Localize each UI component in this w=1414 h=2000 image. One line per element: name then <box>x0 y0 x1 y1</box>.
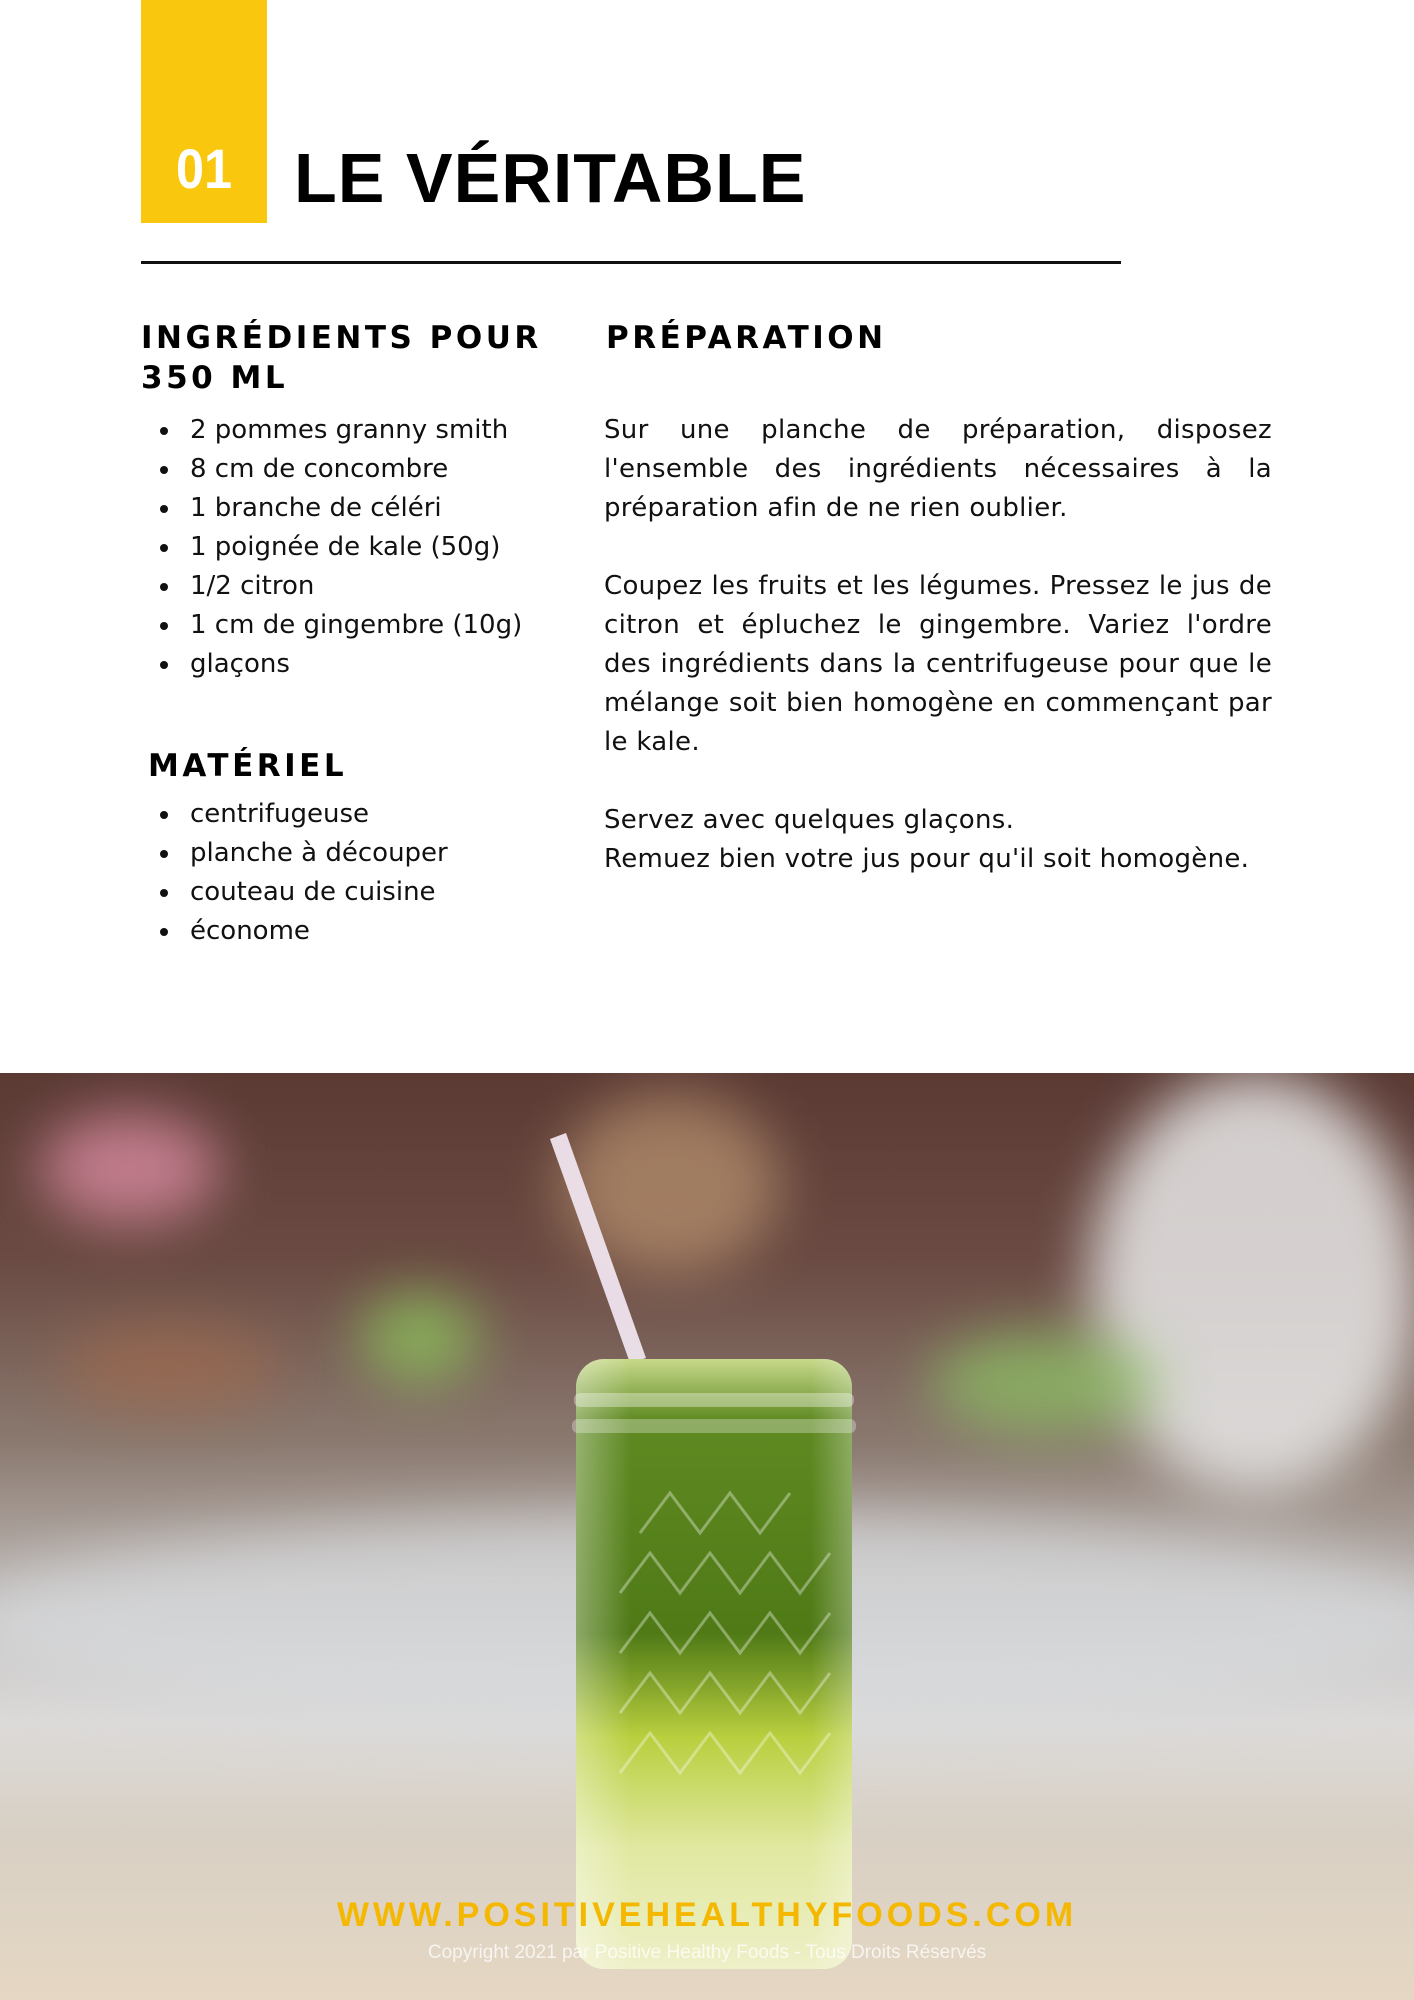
ingredients-heading-line1: INGRÉDIENTS POUR <box>141 320 542 356</box>
preparation-step: Sur une planche de préparation, disposez l'ensemble des ingrédients nécessaires à la préparation afin de ne rien oublier. <box>604 415 1272 523</box>
ingredients-heading-line2: 350 ML <box>141 360 289 396</box>
materiel-heading: MATÉRIEL <box>148 748 348 784</box>
juice-glass-illustration <box>0 1073 1414 2000</box>
recipe-title: LE VÉRITABLE <box>294 139 807 217</box>
preparation-text <box>604 411 1272 879</box>
list-item: 1/2 citron <box>141 567 522 606</box>
title-divider <box>141 261 1121 264</box>
list-item: centrifugeuse <box>141 795 448 834</box>
list-item: 8 cm de concombre <box>141 450 522 489</box>
list-item: 1 branche de céléri <box>141 489 522 528</box>
preparation-step: Servez avec quelques glaçons. <box>604 805 1015 835</box>
preparation-step: Coupez les fruits et les légumes. Pressez le jus de citron et épluchez le gingembre. Variez l'ordre des ingrédients dans la centrifugeuse pour que le mélange soit bien homogène en commençant par le kale. <box>604 571 1272 757</box>
juice-photo <box>0 1073 1414 2000</box>
recipe-number: 01 <box>175 137 233 200</box>
copyright-text: Copyright 2021 par Positive Healthy Foods - Tous Droits Réservés <box>427 1942 987 1963</box>
list-item: économe <box>141 912 448 951</box>
website-watermark: WWW.POSITIVEHEALTHYFOODS.COM <box>336 1896 1078 1934</box>
ingredients-heading <box>141 318 542 398</box>
list-item: 1 cm de gingembre (10g) <box>141 606 522 645</box>
recipe-number-badge <box>141 0 267 223</box>
list-item: glaçons <box>141 645 522 684</box>
preparation-step: Remuez bien votre jus pour qu'il soit homogène. <box>604 844 1250 874</box>
ingredients-list <box>141 411 522 684</box>
list-item: couteau de cuisine <box>141 873 448 912</box>
list-item: 1 poignée de kale (50g) <box>141 528 522 567</box>
list-item: planche à découper <box>141 834 448 873</box>
list-item: 2 pommes granny smith <box>141 411 522 450</box>
straw <box>550 1133 646 1363</box>
materiel-list <box>141 795 448 951</box>
preparation-heading: PRÉPARATION <box>606 320 887 356</box>
